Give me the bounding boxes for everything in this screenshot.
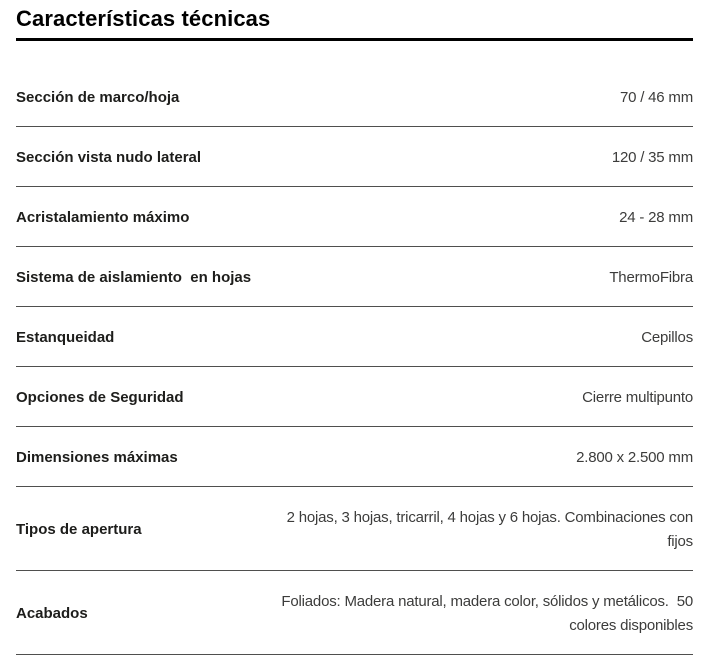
spec-row-acristalamiento-maximo (16, 187, 693, 247)
spec-row-seccion-vista-nudo-lateral (16, 127, 693, 187)
spec-row-opciones-seguridad (16, 367, 693, 427)
spec-label: Tipos de apertura (16, 521, 142, 538)
page-title: Características técnicas (16, 6, 693, 41)
spec-row-tipos-apertura (16, 487, 697, 571)
spec-label: Sistema de aislamiento en hojas (16, 269, 252, 286)
spec-value: 24 - 28 mm (619, 209, 693, 226)
spec-value: Cepillos (641, 329, 693, 346)
spec-label: Acabados (16, 605, 88, 622)
spec-value: 70 / 46 mm (619, 89, 693, 106)
spec-value: Cierre multipunto (582, 389, 693, 406)
spec-label: Estanqueidad (16, 329, 115, 346)
spec-row-dimensiones-maximas (16, 427, 693, 487)
spec-label: Sección vista nudo lateral (16, 149, 202, 166)
spec-row-estanqueidad (16, 307, 693, 367)
spec-label: Acristalamiento máximo (16, 209, 190, 226)
spec-value: 2.800 x 2.500 mm (576, 449, 693, 466)
spec-row-seccion-marco-hoja (16, 67, 693, 127)
spec-value: 120 / 35 mm (611, 149, 693, 166)
spec-label: Dimensiones máximas (16, 449, 178, 466)
spec-row-sistema-aislamiento (16, 247, 693, 307)
spec-value: Foliados: Madera natural, madera color, sólidos y metálicos. 50 colores disponibles (281, 593, 697, 634)
spec-value: ThermoFibra (609, 269, 693, 286)
spec-label: Opciones de Seguridad (16, 389, 184, 406)
spec-table (16, 67, 697, 655)
spec-row-acabados (16, 571, 697, 655)
spec-value: 2 hojas, 3 hojas, tricarril, 4 hojas y 6 hojas. Combinaciones con fijos (286, 509, 697, 550)
spec-label: Sección de marco/hoja (16, 89, 180, 106)
